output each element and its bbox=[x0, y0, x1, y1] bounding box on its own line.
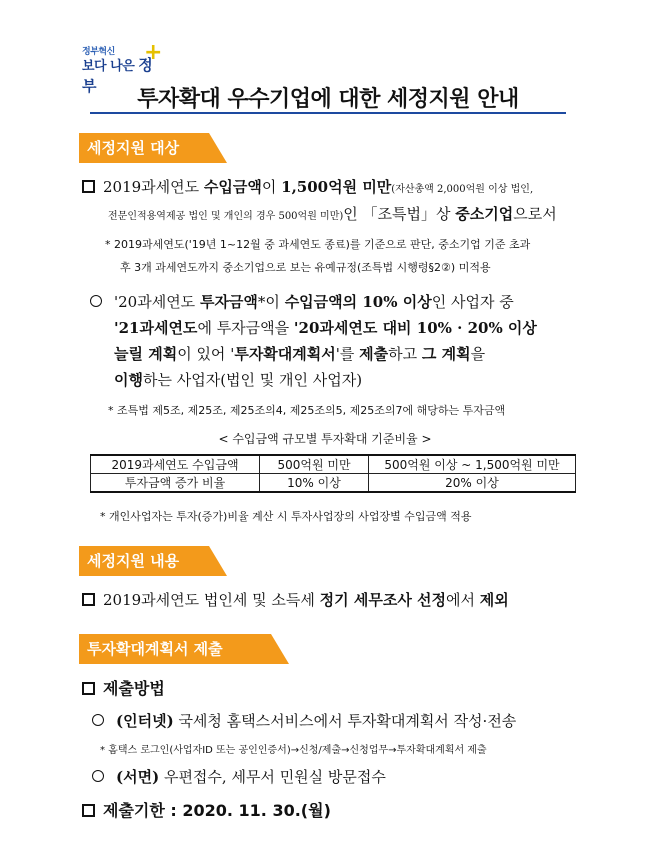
t: '21과세연도 bbox=[114, 319, 198, 337]
t: 에서 bbox=[446, 591, 480, 609]
t: 투자확대계획서 bbox=[234, 345, 336, 363]
t: 이 있어 ' bbox=[177, 345, 235, 363]
target-note-1: * 2019과세연도('19년 1~12월 중 과세연도 종료)를 기준으로 판단, 중소기업 기준 초과 bbox=[105, 238, 531, 251]
t: 제출방법 bbox=[103, 679, 165, 698]
t: 전문인적용역제공 법인 및 개인의 경우 500억원 미만) bbox=[108, 211, 344, 222]
t: 제출기한 : 2020. 11. 30.(월) bbox=[103, 801, 331, 820]
content-line bbox=[82, 589, 509, 610]
circle-bullet-icon bbox=[92, 770, 104, 782]
section-arrow bbox=[209, 133, 227, 163]
submit-method-line bbox=[82, 676, 165, 699]
table-cell: 20% 이상 bbox=[369, 474, 576, 493]
t: 중소기업 bbox=[455, 205, 514, 223]
invest-line-1 bbox=[90, 291, 514, 312]
circle-bullet-icon bbox=[92, 714, 104, 726]
checkbox-icon bbox=[82, 804, 95, 817]
title-underline bbox=[90, 112, 566, 114]
section-label: 투자확대계획서 제출 bbox=[79, 634, 271, 664]
table-cell: 500억원 미만 bbox=[260, 455, 369, 474]
t: 투자금액 bbox=[199, 293, 258, 311]
invest-line-3 bbox=[114, 343, 485, 364]
t: 인 사업자 중 bbox=[431, 293, 514, 311]
checkbox-icon bbox=[82, 180, 95, 193]
investment-ratio-table bbox=[90, 454, 576, 493]
invest-line-2 bbox=[114, 317, 537, 338]
paper-submit-line bbox=[92, 766, 386, 787]
table-cell: 10% 이상 bbox=[260, 474, 369, 493]
t: 2019과세연도 bbox=[103, 178, 204, 196]
online-submit-note: * 홈택스 로그인(사업자ID 또는 공인인증서)→신청/제출→신청업무→투자확대계획서 제출 bbox=[100, 745, 487, 756]
t: 이 bbox=[261, 178, 282, 196]
t: 하는 사업자(법인 및 개인 사업자) bbox=[142, 371, 363, 389]
t: 이행 bbox=[114, 371, 143, 389]
t: 수입금액의 10% 이상 bbox=[284, 293, 432, 311]
t: 인 「조특법」상 bbox=[343, 205, 456, 223]
section-header-submit bbox=[79, 634, 299, 664]
table-cell: 투자금액 증가 비율 bbox=[91, 474, 260, 493]
table-caption: < 수입금액 규모별 투자확대 기준비율 > bbox=[218, 432, 432, 446]
table-cell: 500억원 이상 ~ 1,500억원 미만 bbox=[369, 455, 576, 474]
page-title: 투자확대 우수기업에 대한 세정지원 안내 bbox=[137, 87, 519, 112]
t: '를 bbox=[335, 345, 360, 363]
invest-note: * 조특법 제5조, 제25조, 제25조의4, 제25조의5, 제25조의7에 해당하는 투자금액 bbox=[108, 404, 506, 417]
section-label: 세정지원 내용 bbox=[79, 546, 209, 576]
deadline-line bbox=[82, 798, 331, 821]
t: (인터넷) bbox=[116, 712, 174, 730]
invest-line-4 bbox=[114, 369, 362, 390]
t: 국세청 홈택스서비스에서 투자확대계획서 작성·전송 bbox=[173, 712, 517, 730]
t: (자산총액 2,000억원 이상 법인, bbox=[391, 184, 534, 195]
section-header-content bbox=[79, 546, 239, 576]
t: 1,500억원 미만 bbox=[281, 178, 392, 196]
t: 정기 세무조사 선정 bbox=[319, 591, 447, 609]
section-header-target bbox=[79, 133, 239, 163]
government-innovation-logo bbox=[82, 40, 163, 95]
section-label: 세정지원 대상 bbox=[79, 133, 209, 163]
target-note-2: 후 3개 과세연도까지 중소기업으로 보는 유예규정(조특법 시행령§2②) 미적용 bbox=[120, 261, 491, 274]
t: *이 bbox=[257, 293, 285, 311]
table-header-row bbox=[91, 455, 576, 474]
t: 으로서 bbox=[513, 205, 557, 223]
table-row bbox=[91, 474, 576, 493]
checkbox-icon bbox=[82, 593, 95, 606]
t: 우편접수, 세무서 민원실 방문접수 bbox=[159, 768, 386, 786]
section-arrow bbox=[209, 546, 227, 576]
t: 을 bbox=[470, 345, 486, 363]
t: 에 투자금액을 bbox=[197, 319, 294, 337]
circle-bullet-icon bbox=[90, 295, 102, 307]
individual-note: * 개인사업자는 투자(증가)비율 계산 시 투자사업장의 사업장별 수입금액 적용 bbox=[100, 510, 472, 523]
logo-big-a: 보다 나은 bbox=[82, 59, 139, 74]
t: 그 계획 bbox=[421, 345, 471, 363]
target-line-1 bbox=[82, 176, 533, 197]
logo-plus-icon: + bbox=[144, 40, 163, 65]
online-submit-line bbox=[92, 710, 516, 731]
t: 제출 bbox=[359, 345, 389, 363]
t: 늘릴 계획 bbox=[114, 345, 178, 363]
t: 제외 bbox=[479, 591, 509, 609]
t: 2019과세연도 법인세 및 소득세 bbox=[103, 591, 320, 609]
t: '20과세연도 대비 10% · 20% 이상 bbox=[293, 319, 537, 337]
t: (서면) bbox=[116, 768, 160, 786]
t: 수입금액 bbox=[203, 178, 262, 196]
logo-big-b: 정부 bbox=[82, 56, 153, 95]
table-cell: 2019과세연도 수입금액 bbox=[91, 455, 260, 474]
checkbox-icon bbox=[82, 682, 95, 695]
section-arrow bbox=[271, 634, 289, 664]
logo-small-text: 정부혁신 bbox=[82, 47, 115, 57]
t: 하고 bbox=[388, 345, 422, 363]
target-line-2 bbox=[108, 203, 557, 224]
t: '20과세연도 bbox=[114, 293, 200, 311]
